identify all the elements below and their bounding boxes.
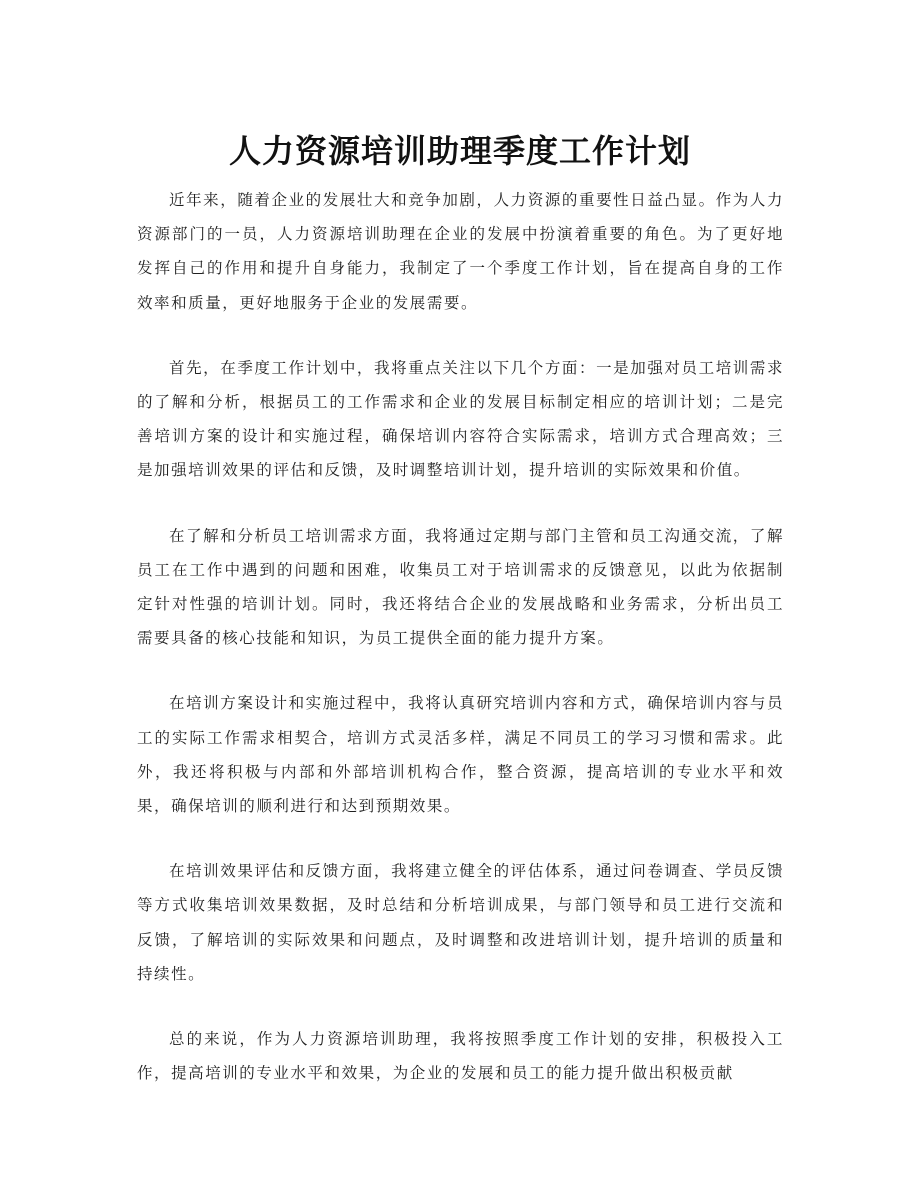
paragraph-focus-areas: 首先，在季度工作计划中，我将重点关注以下几个方面：一是加强对员工培训需求的了解和分析，根据员工的工作需求和企业的发展目标制定相应的培训计划；二是完善培训方案的设计和实施过程，确保培训内容符合实际需求，培训方式合理高效；三是加强培训效果的评估和反馈，及时调整培训计划，提升培训的实际效果和价值。 xyxy=(137,358,784,480)
document-title: 人力资源培训助理季度工作计划 xyxy=(228,132,691,171)
paragraph-needs-analysis: 在了解和分析员工培训需求方面，我将通过定期与部门主管和员工沟通交流，了解员工在工作中遇到的问题和困难，收集员工对于培训需求的反馈意见，以此为依据制定针对性强的培训计划。同时，我还将结合企业的发展战略和业务需求，分析出员工需要具备的核心技能和知识，为员工提供全面的能力提升方案。 xyxy=(137,526,784,648)
paragraph-intro: 近年来，随着企业的发展壮大和竞争加剧，人力资源的重要性日益凸显。作为人力资源部门的一员，人力资源培训助理在企业的发展中扮演着重要的角色。为了更好地发挥自己的作用和提升自身能力，我制定了一个季度工作计划，旨在提高自身的工作效率和质量，更好地服务于企业的发展需要。 xyxy=(137,191,784,312)
paragraph-program-design: 在培训方案设计和实施过程中，我将认真研究培训内容和方式，确保培训内容与员工的实际工作需求相契合，培训方式灵活多样，满足不同员工的学习习惯和需求。此外，我还将积极与内部和外部培训机构合作，整合资源，提高培训的专业水平和效果，确保培训的顺利进行和达到预期效果。 xyxy=(137,694,784,816)
document-body xyxy=(137,183,784,1121)
paragraph-summary: 总的来说，作为人力资源培训助理，我将按照季度工作计划的安排，积极投入工作，提高培训的专业水平和效果，为企业的发展和员工的能力提升做出积极贡献 xyxy=(137,1030,784,1083)
paragraph-evaluation: 在培训效果评估和反馈方面，我将建立健全的评估体系，通过问卷调查、学员反馈等方式收集培训效果数据，及时总结和分析培训成果，与部门领导和员工进行交流和反馈，了解培训的实际效果和问题点，及时调整和改进培训计划，提升培训的质量和持续性。 xyxy=(137,862,784,983)
